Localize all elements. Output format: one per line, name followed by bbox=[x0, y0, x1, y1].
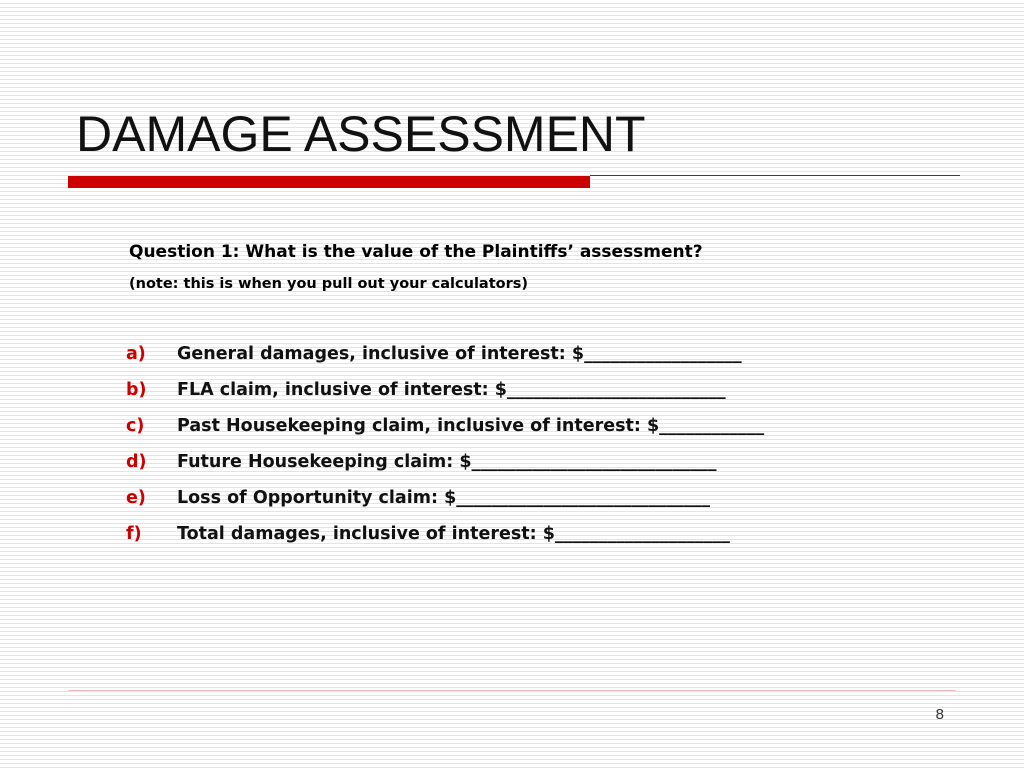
list-item bbox=[126, 486, 764, 522]
list-item bbox=[126, 378, 764, 414]
list-item bbox=[126, 342, 764, 378]
list-item-text: Past Housekeeping claim, inclusive of interest: $____________ bbox=[177, 416, 765, 436]
list-marker: b) bbox=[126, 380, 147, 400]
list-marker: a) bbox=[126, 344, 146, 364]
list-marker: c) bbox=[126, 416, 145, 436]
list-marker: e) bbox=[126, 488, 146, 508]
list-item bbox=[126, 522, 764, 558]
list-item-text: Loss of Opportunity claim: $_____________________________ bbox=[177, 488, 710, 508]
list-marker: f) bbox=[126, 524, 142, 544]
title-underline-rule bbox=[590, 175, 960, 176]
list-item bbox=[126, 450, 764, 486]
list-item-text: FLA claim, inclusive of interest: $_________________________ bbox=[177, 380, 726, 400]
list-marker: d) bbox=[126, 452, 147, 472]
damages-list bbox=[126, 342, 764, 558]
list-item-text: General damages, inclusive of interest: $__________________ bbox=[177, 344, 742, 364]
list-item-text: Future Housekeeping claim: $____________________________ bbox=[177, 452, 717, 472]
title-accent-bar bbox=[68, 176, 590, 188]
page-number: 8 bbox=[935, 706, 944, 723]
note-text: (note: this is when you pull out your calculators) bbox=[129, 276, 528, 292]
list-item bbox=[126, 414, 764, 450]
list-item-text: Total damages, inclusive of interest: $____________________ bbox=[177, 524, 730, 544]
footer-rule bbox=[68, 690, 956, 691]
question-text: Question 1: What is the value of the Plaintiffs’ assessment? bbox=[129, 242, 703, 262]
slide-title: DAMAGE ASSESSMENT bbox=[76, 106, 646, 162]
